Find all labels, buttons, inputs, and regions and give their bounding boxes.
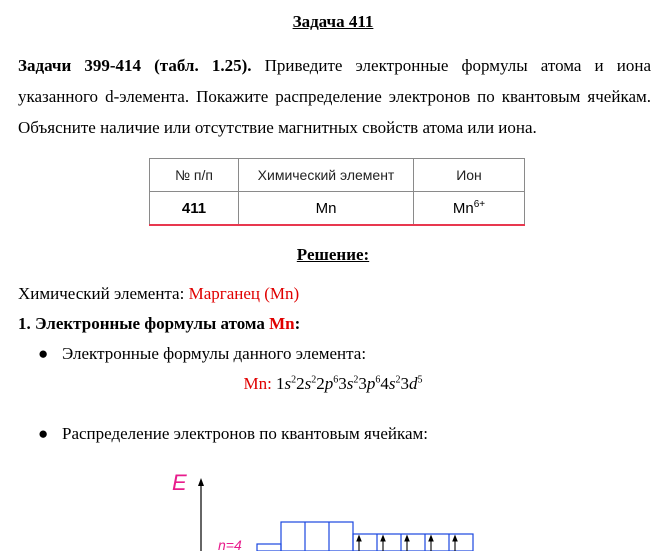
ion-base: Mn [452, 200, 474, 217]
formula-term: $3d^5$ [400, 374, 423, 393]
bullet-distribution [38, 424, 428, 444]
formula-config [276, 374, 423, 393]
formula-term: $4s^2$ [380, 374, 401, 393]
element-line-prefix: Химический элемента: [18, 284, 189, 303]
axis-label: E [172, 470, 187, 495]
axis-arrow-icon [198, 478, 204, 486]
cell-num: 411 [150, 192, 239, 226]
formula-term: $2s^2$ [296, 374, 317, 393]
element-name: Марганец (Mn) [188, 284, 300, 303]
ion-charge: 6+ [473, 199, 486, 210]
table-row [150, 192, 525, 226]
header-ion: Ион [414, 159, 525, 192]
parameters-table [149, 158, 525, 226]
bullet-formulas [38, 344, 366, 364]
table-header-row [150, 159, 525, 192]
section-suffix: : [294, 314, 301, 333]
orbital-4s-cell [257, 544, 281, 551]
bullet-text: Распределение электронов по квантовым ячейкам: [62, 424, 428, 443]
level-label: n=4 [218, 537, 242, 551]
section-prefix: 1. Электронные формулы атома [18, 314, 270, 333]
bullet-dot-icon: ● [38, 424, 49, 443]
section-heading [18, 314, 300, 334]
section-element: Mn [269, 314, 295, 333]
formula-term: $1s^2$ [276, 374, 297, 393]
cell-element: Mn [239, 192, 414, 226]
formula-term: $2p^6$ [316, 374, 339, 393]
cell-ion [414, 192, 525, 226]
solution-heading: Решение: [296, 245, 370, 264]
task-statement [18, 50, 651, 143]
element-line [18, 284, 299, 304]
formula-term: $3p^6$ [358, 374, 381, 393]
task-body: Приведите электронные формулы атома и иона указанного d-элемента. Покажите распределение электронов по квантовым ячейкам. Объясните наличие или отсутствие магнитных свойств атома или иона. [18, 56, 651, 137]
bullet-text: Электронные формулы данного элемента: [62, 344, 367, 363]
header-num: № п/п [150, 159, 239, 192]
task-label: Задачи 399-414 (табл. 1.25). [18, 56, 252, 75]
electron-formula [0, 374, 666, 394]
header-element: Химический элемент [239, 159, 414, 192]
formula-element: Mn: [243, 374, 272, 393]
page-title: Задача 411 [292, 12, 374, 31]
orbital-diagram [0, 460, 666, 551]
bullet-dot-icon: ● [38, 344, 49, 363]
formula-term: $3s^2$ [338, 374, 359, 393]
orbital-4p-cells [281, 522, 353, 551]
electron-arrows [357, 536, 457, 551]
